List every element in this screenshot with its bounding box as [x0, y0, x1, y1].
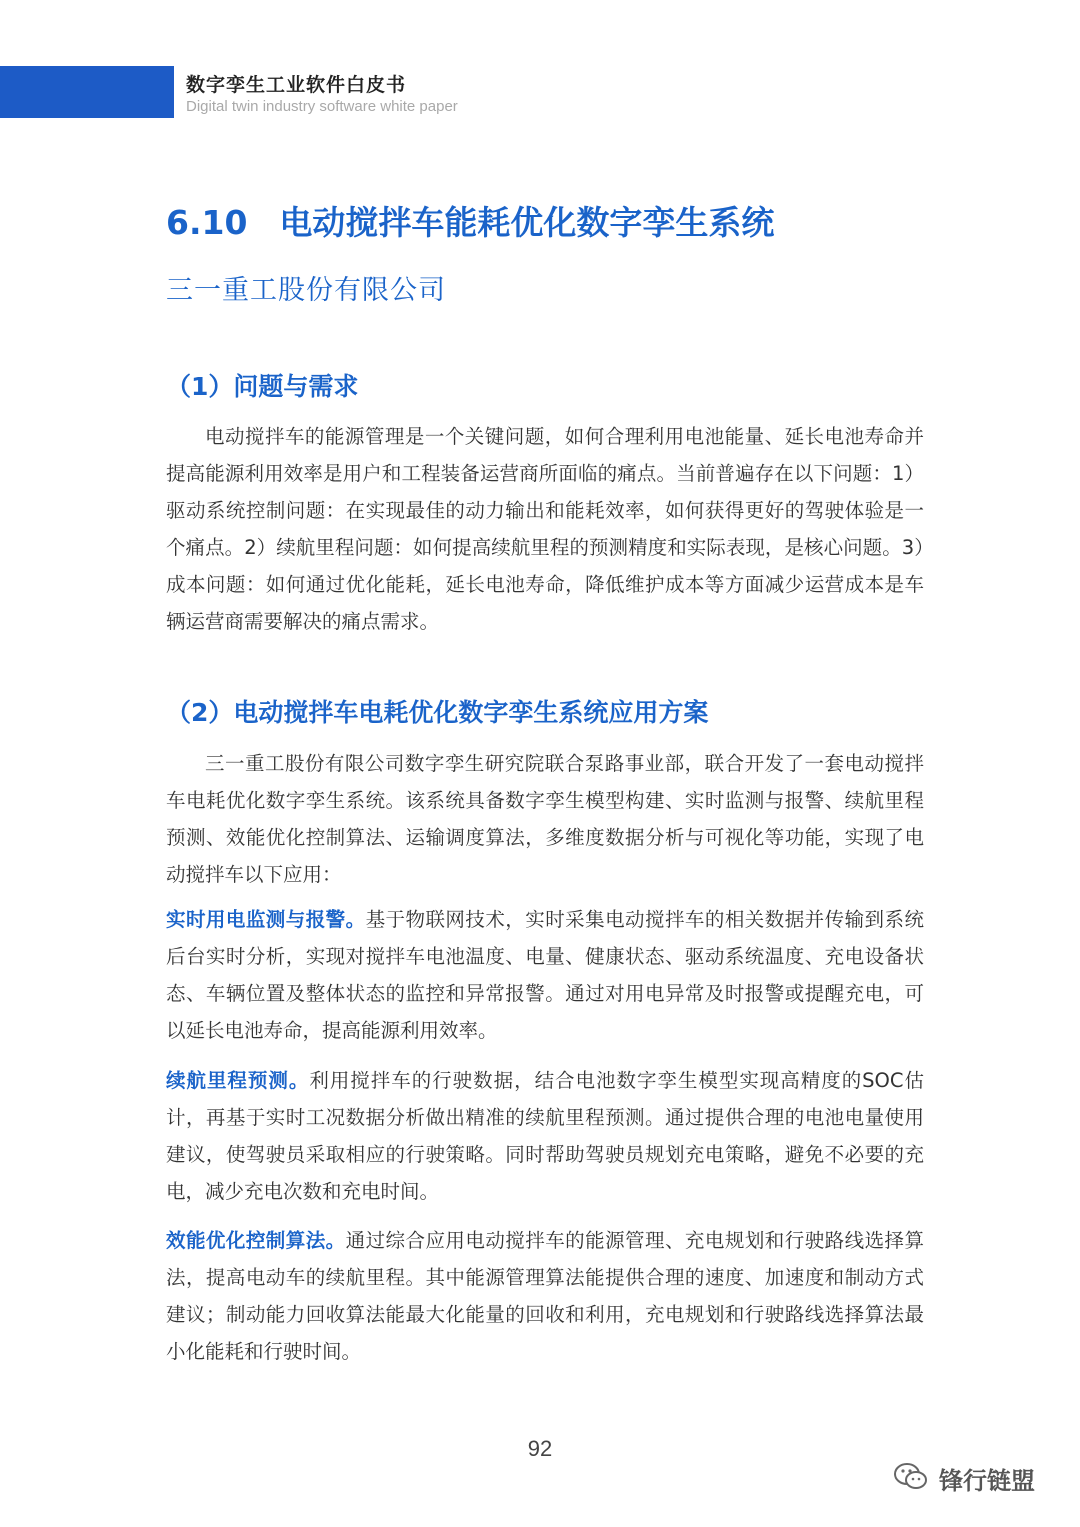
part2-heading: （2）电动搅拌车电耗优化数字孪生系统应用方案 [166, 698, 709, 727]
header-accent-bar [0, 66, 174, 118]
watermark [893, 1461, 1035, 1496]
section-title-text: 电动搅拌车能耗优化数字孪生系统 [279, 203, 775, 242]
item-text: 基于物联网技术，实时采集电动搅拌车的相关数据并传输到系统后台实时分析，实现对搅拌车电池温度、电量、健康状态、驱动系统温度、充电设备状态、车辆位置及整体状态的监控和异常报警。通过对用电异常及时报警或提醒充电，可以延长电池寿命，提高能源利用效率。 [166, 908, 924, 1042]
item-text: 利用搅拌车的行驶数据，结合电池数字孪生模型实现高精度的SOC估计，再基于实时工况数据分析做出精准的续航里程预测。通过提供合理的电池电量使用建议，使驾驶员采取相应的行驶策略。同时帮助驾驶员规划充电策略，避免不必要的充电，减少充电次数和充电时间。 [166, 1069, 924, 1203]
part2-intro: 三一重工股份有限公司数字孪生研究院联合泵路事业部，联合开发了一套电动搅拌车电耗优化数字孪生系统。该系统具备数字孪生模型构建、实时监测与报警、续航里程预测、效能优化控制算法、运输调度算法，多维度数据分析与可视化等功能，实现了电动搅拌车以下应用： [166, 752, 924, 886]
item-lead: 实时用电监测与报警。 [166, 908, 366, 931]
part1-heading: （1）问题与需求 [166, 372, 359, 401]
item-lead: 续航里程预测。 [166, 1069, 310, 1092]
watermark-text: 锋行链盟 [939, 1467, 1035, 1495]
company-name: 三一重工股份有限公司 [166, 275, 446, 306]
part1-paragraph: 电动搅拌车的能源管理是一个关键问题，如何合理利用电池能量、延长电池寿命并提高能源利用效率是用户和工程装备运营商所面临的痛点。当前普遍存在以下问题：1）驱动系统控制问题：在实现最佳的动力输出和能耗效率，如何获得更好的驾驶体验是一个痛点。2）续航里程问题：如何提高续航里程的预测精度和实际表现，是核心问题。3）成本问题：如何通过优化能耗，延长电池寿命，降低维护成本等方面减少运营成本是车辆运营商需要解决的痛点需求。 [166, 425, 924, 633]
section-number: 6.10 [166, 203, 248, 242]
section-title [166, 197, 774, 244]
list-item [166, 1222, 924, 1370]
list-item [166, 901, 924, 1049]
item-lead: 效能优化控制算法。 [166, 1229, 346, 1252]
page-number: 92 [527, 1436, 553, 1461]
wechat-icon [893, 1462, 929, 1496]
header-title: 数字孪生工业软件白皮书 [186, 74, 407, 96]
list-item [166, 1062, 924, 1210]
header-subtitle: Digital twin industry software white paper [186, 98, 458, 115]
item-text: 通过综合应用电动搅拌车的能源管理、充电规划和行驶路线选择算法，提高电动车的续航里程。其中能源管理算法能提供合理的速度、加速度和制动方式建议；制动能力回收算法能最大化能量的回收和利用，充电规划和行驶路线选择算法最小化能耗和行驶时间。 [166, 1229, 924, 1363]
